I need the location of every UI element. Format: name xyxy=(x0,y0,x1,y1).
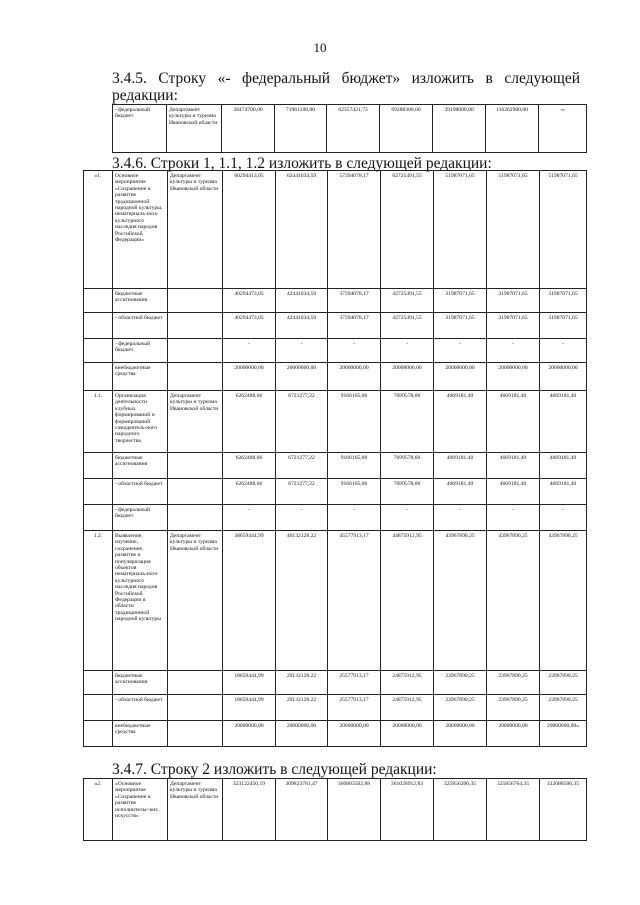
row-index xyxy=(84,339,113,363)
row-value: 37394078,17 xyxy=(328,313,381,339)
row-name: бюджетные ассигнования xyxy=(113,289,168,313)
heading-345-line1: 3.4.5. Строку «- федеральный бюджет» изложить в следующей xyxy=(112,70,580,87)
row-value: 4669181,40 xyxy=(540,479,587,505)
table-row xyxy=(84,479,587,505)
row-value: 20132128,22 xyxy=(276,695,328,721)
row-value: 45577913,17 xyxy=(328,531,381,671)
heading-347: 3.4.7. Строку 2 изложить в следующей редакции: xyxy=(112,761,437,778)
row-executor: Департамент культуры и туризма Ивановской области xyxy=(168,779,223,841)
row-value: - xyxy=(540,505,587,531)
row-value: 38659444,99 xyxy=(223,531,276,671)
row-value: 20000000,00 xyxy=(434,721,487,747)
row-value: 18659444,99 xyxy=(223,695,276,721)
row-index xyxy=(84,505,113,531)
row-executor: Департамент культуры и туризма Ивановской области xyxy=(168,391,223,453)
row-value: 31987071,65 xyxy=(540,289,587,313)
row-index xyxy=(84,313,113,339)
row-value: 42725491,55 xyxy=(381,289,434,313)
table-row xyxy=(84,391,587,453)
row-value: 31987071,65 xyxy=(487,289,540,313)
row-value: - xyxy=(434,339,487,363)
row-value: 4669181,40 xyxy=(434,453,487,479)
row-value: 18659444,99 xyxy=(223,671,276,695)
row-index xyxy=(84,289,113,313)
row-executor: Департамент культуры и туризма Ивановской области xyxy=(168,171,223,289)
row-value: 71961100,00 xyxy=(275,105,327,153)
row-value: 6721277,22 xyxy=(276,479,328,505)
row-index xyxy=(84,453,113,479)
row-name: Выявление, изучение, сохранение, развитие и популяризация объектов нематериаль-ного культурного наследия народов Российской Федерации в области традиционной народной культуры xyxy=(113,531,168,671)
row-index: 1.1. xyxy=(84,391,113,453)
row-value: 20000000,00 xyxy=(434,363,487,391)
table-345 xyxy=(112,104,587,153)
row-value: 20000000,00» xyxy=(540,721,587,747)
row-name: - федеральный бюджет xyxy=(113,505,168,531)
row-value: 43967890,25 xyxy=(540,531,587,671)
row-value: 62357421,73 xyxy=(327,105,380,153)
row-value: 4669181,40 xyxy=(434,391,487,453)
row-value: 361028912,83 xyxy=(381,779,434,841)
row-value: 20000000,00 xyxy=(328,721,381,747)
row-value: 24875912,95 xyxy=(381,671,434,695)
row-name: - областной бюджет xyxy=(113,313,168,339)
row-index xyxy=(84,671,113,695)
row-value: 62441034,59 xyxy=(276,171,328,289)
row-executor: Департамент культуры и туризма Ивановской области xyxy=(168,531,223,671)
table-347 xyxy=(83,778,587,841)
row-value: 4669181,40 xyxy=(487,453,540,479)
row-value: - xyxy=(381,505,434,531)
row-value: 51987071,65 xyxy=(487,171,540,289)
row-value: 325856206,35 xyxy=(434,779,487,841)
row-name: внебюджетные средства xyxy=(113,363,168,391)
row-value: 6721277,22 xyxy=(276,453,328,479)
row-executor xyxy=(168,453,223,479)
row-value: 6721277,22 xyxy=(276,391,328,453)
row-value: 7699578,60 xyxy=(381,453,434,479)
table-row xyxy=(84,313,587,339)
row-value: 20000000,00 xyxy=(381,721,434,747)
table-346 xyxy=(83,170,587,747)
row-value: 312088506,35 xyxy=(540,779,587,841)
row-value: 42441034,59 xyxy=(276,313,328,339)
row-value: 20000000,00 xyxy=(540,363,587,391)
row-value: - xyxy=(328,339,381,363)
row-value: 40132128,22 xyxy=(276,531,328,671)
row-executor xyxy=(168,479,223,505)
row-index xyxy=(84,479,113,505)
row-value: 23967890,25 xyxy=(434,695,487,721)
row-value: 62725491,55 xyxy=(381,171,434,289)
row-value: 6262488,06 xyxy=(223,391,276,453)
row-value: 25577913,17 xyxy=(328,695,381,721)
row-executor xyxy=(168,289,223,313)
row-value: 325856764,35 xyxy=(487,779,540,841)
row-value: 4669181,40 xyxy=(540,391,587,453)
row-value: 6262488,06 xyxy=(223,453,276,479)
row-value: - xyxy=(487,505,540,531)
table-row xyxy=(84,531,587,671)
row-name: - федеральный бюджет xyxy=(113,105,167,153)
row-value: 39198000,00 xyxy=(433,105,486,153)
row-value: 23967890,25 xyxy=(487,671,540,695)
table-row xyxy=(84,695,587,721)
row-value: 28474700,00 xyxy=(222,105,275,153)
table-row xyxy=(84,339,587,363)
row-value: 31987071,65 xyxy=(540,313,587,339)
row-value: - xyxy=(223,505,276,531)
row-value: 20000000,00 xyxy=(223,363,276,391)
table-row xyxy=(84,671,587,695)
row-executor xyxy=(168,721,223,747)
row-value: - xyxy=(276,339,328,363)
row-value: 31987071,65 xyxy=(434,313,487,339)
row-value: -» xyxy=(539,105,587,153)
row-name: - федеральный бюджет xyxy=(113,339,168,363)
row-value: 23967890,25 xyxy=(434,671,487,695)
row-value: - xyxy=(434,505,487,531)
row-value: 60294413,05 xyxy=(223,171,276,289)
row-name: бюджетные ассигнования xyxy=(113,671,168,695)
row-value: 7699578,60 xyxy=(381,391,434,453)
row-value: 20000000,00 xyxy=(328,363,381,391)
row-executor xyxy=(168,505,223,531)
row-value: 43967890,25 xyxy=(487,531,540,671)
row-index xyxy=(84,695,113,721)
row-executor xyxy=(168,363,223,391)
table-row xyxy=(84,453,587,479)
row-value: 44875912,95 xyxy=(381,531,434,671)
row-value: 323122450,19 xyxy=(223,779,276,841)
row-value: 360803502,88 xyxy=(328,779,381,841)
row-value: 9166165,00 xyxy=(328,453,381,479)
row-value: 43967890,25 xyxy=(434,531,487,671)
row-index xyxy=(84,363,113,391)
row-index: «2. xyxy=(84,779,113,841)
row-name: Организация деятельности клубных формирований и формирований самодеятель-ного народного творчества xyxy=(113,391,168,453)
row-executor xyxy=(168,313,223,339)
row-value: 42441034,59 xyxy=(276,289,328,313)
row-value: 4669181,40 xyxy=(487,391,540,453)
row-executor xyxy=(168,695,223,721)
row-name: - областной бюджет xyxy=(113,479,168,505)
row-value: 116262900,00 xyxy=(486,105,539,153)
row-value: - xyxy=(381,339,434,363)
row-value: 31987071,65 xyxy=(434,289,487,313)
row-value: 20000000,00 xyxy=(276,721,328,747)
table-row xyxy=(84,779,587,841)
table-row xyxy=(84,289,587,313)
row-index: «1. xyxy=(84,171,113,289)
row-value: 20000000,00 xyxy=(487,363,540,391)
row-value: 24875912,95 xyxy=(381,695,434,721)
row-name: внебюджетные средства xyxy=(113,721,168,747)
heading-345-line2: редакции: xyxy=(112,87,178,104)
row-value: 7699578,60 xyxy=(381,479,434,505)
row-value: 4669181,40 xyxy=(487,479,540,505)
row-value: 23967890,25 xyxy=(540,671,587,695)
row-value: 20000000,00 xyxy=(276,363,328,391)
row-value: 6262488,06 xyxy=(223,479,276,505)
row-value: 69288300,00 xyxy=(380,105,433,153)
row-value: 40294473,05 xyxy=(223,313,276,339)
row-value: 37394078,17 xyxy=(328,289,381,313)
row-value: - xyxy=(328,505,381,531)
table-row xyxy=(113,105,587,153)
row-value: 42725491,55 xyxy=(381,313,434,339)
row-value: - xyxy=(276,505,328,531)
row-value: 23967890,25 xyxy=(540,695,587,721)
row-executor xyxy=(168,671,223,695)
row-value: 20000000,00 xyxy=(487,721,540,747)
row-value: 9166165,00 xyxy=(328,391,381,453)
row-executor: Департамент культуры и туризма Ивановской области xyxy=(167,105,222,153)
row-name: «Основное мероприятие «Сохранение и развитие исполнительс-ких искусств» xyxy=(113,779,168,841)
row-value: - xyxy=(487,339,540,363)
heading-346: 3.4.6. Строки 1, 1.1, 1.2 изложить в следующей редакции: xyxy=(112,155,492,172)
table-row xyxy=(84,171,587,289)
row-executor xyxy=(168,339,223,363)
row-index: 1.2. xyxy=(84,531,113,671)
table-row xyxy=(84,721,587,747)
row-value: 4669181,40 xyxy=(540,453,587,479)
row-value: 51987071,65 xyxy=(540,171,587,289)
row-value: 9166165,00 xyxy=(328,479,381,505)
table-row xyxy=(84,505,587,531)
row-name: - областной бюджет xyxy=(113,695,168,721)
row-value: 20132128,22 xyxy=(276,671,328,695)
row-value: - xyxy=(540,339,587,363)
row-value: - xyxy=(223,339,276,363)
row-value: 20000000,00 xyxy=(381,363,434,391)
row-value: 51987071,65 xyxy=(434,171,487,289)
row-value: 23967890,25 xyxy=(487,695,540,721)
row-value: 25577913,17 xyxy=(328,671,381,695)
row-value: 31987071,65 xyxy=(487,313,540,339)
row-index xyxy=(84,721,113,747)
row-value: 20000000,00 xyxy=(223,721,276,747)
row-name: Основное мероприятие «Сохранение и развитие традиционной народной культуры, нематериаль-ного культурного наследия народов Российской Федерации» xyxy=(113,171,168,289)
row-value: 309823781,47 xyxy=(276,779,328,841)
row-name: бюджетные ассигнования xyxy=(113,453,168,479)
row-value: 57394078,17 xyxy=(328,171,381,289)
row-value: 4669181,40 xyxy=(434,479,487,505)
row-value: 40294473,05 xyxy=(223,289,276,313)
table-row xyxy=(84,363,587,391)
page-number: 10 xyxy=(313,40,327,55)
